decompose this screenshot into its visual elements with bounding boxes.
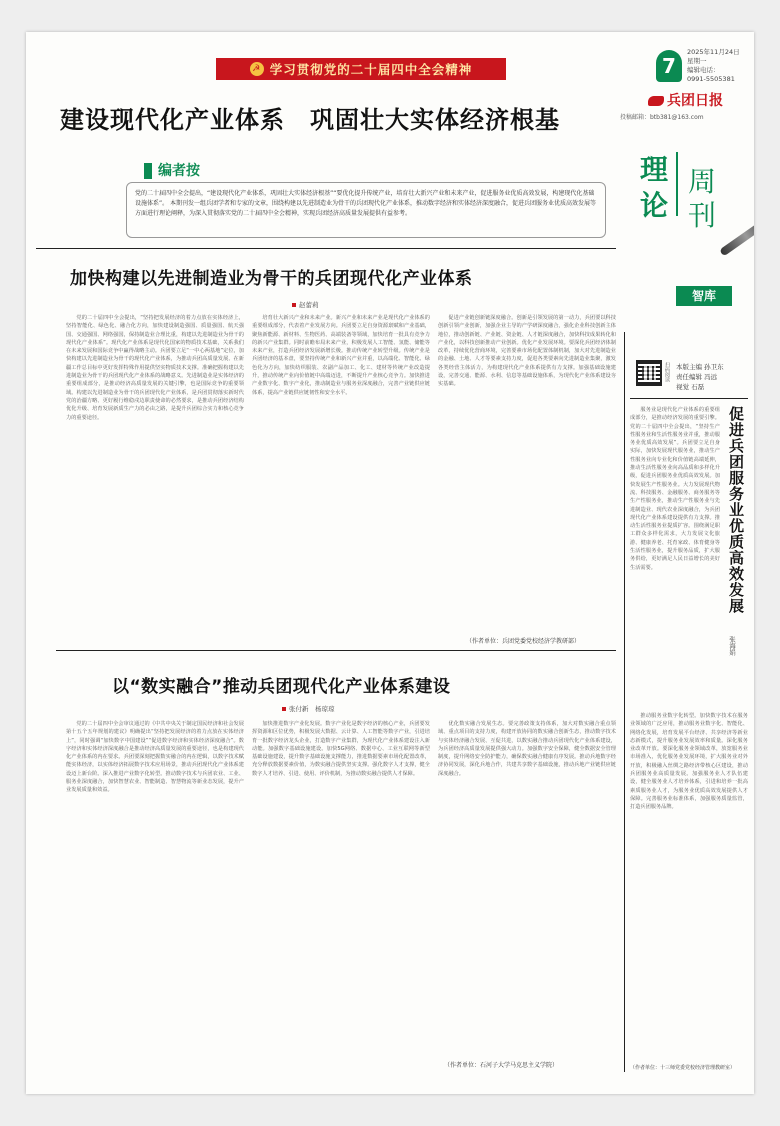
article3-col-2 [630,712,748,1058]
responsible-editor: 责任编辑 冯远 [676,373,718,381]
article1-paragraph-2: 培育壮大新兴产业和未来产业。新兴产业和未来产业是现代化产业体系的重要组成部分，代表着产业发展方向。兵团要立足自身资源禀赋和产业基础，聚焦新能源、新材料、生物医药、高端装备等领域，加快培育一批具有竞争力的新兴产业集群。同时前瞻布局未来产业，积极发展人工智能、氢能、储能等未来产业，打造兵团经济发展新增长极。推动传统产业转型升级。传统产业是兵团经济的基本盘，要坚持传统产业和新兴产业并重，以高端化、智能化、绿色化为方向，加快纺织服装、农副产品加工、化工、建材等传统产业改造提升，推动传统产业向价值链中高端迈进，不断提升产业核心竞争力。加快推进产业数字化、数字产业化，推动制造业与服务业深度融合，完善产业链供应链体系，提高产业链供应链韧性和安全水平。 [252,315,430,396]
article3-paragraph-2: 推动服务业数字化转型。加快数字技术在服务业领域的广泛应用，推动服务业数字化、智能化、网络化发展，培育发展平台经济、共享经济等新业态新模式，提升服务业发展效率和质量。深化服务业改革开放。要深化服务业领域改革，放宽服务业市场准入，优化服务业发展环境，扩大服务业对外开放，积极融入丝绸之路经济带核心区建设，推动兵团服务业高质量发展。加强服务业人才队伍建设，健全服务业人才培养体系，引进和培养一批高素质服务业人才，为服务业优质高效发展提供人才保障。完善服务业标准体系，加强服务质量监管，打造兵团服务品牌。 [630,713,748,811]
newspaper-page [26,32,754,1094]
date: 2025年11月24日 [687,48,740,56]
phone: 0991-5505381 [687,75,735,83]
article2-author: 张付新 杨琼琼 [289,705,335,713]
qr-code-icon[interactable] [636,360,662,386]
editors-block [676,362,724,392]
byline-dot-icon [292,303,296,307]
editor-note-title: 编者按 [158,163,200,179]
article1-col-3 [438,314,616,634]
divider [56,650,616,651]
article2-credit: （作者单位：石河子大学马克思主义学院） [444,1062,559,1069]
article1-byline [292,300,319,309]
article2-col-2 [252,720,430,1070]
paper-logo [648,90,723,110]
article2-byline [282,704,335,713]
brand-char-3: 周 [688,165,717,198]
article1-author: 赵蕾莉 [299,301,319,309]
article2-paragraph-3: 优化数实融合发展生态。要完善政策支持体系，加大对数实融合重点领域、重点项目的支持力度，构建开放协同的数实融合创新生态，推动数字技术与实体经济融合发展、互促共进，以数实融合推动兵团现代化产业体系建设，为兵团经济高质量发展提供强大动力。加强数字安全保障，健全数据安全管理制度，提升网络安全防护能力，确保数实融合健康有序发展。推动兵地数字经济协同发展，深化兵地合作，共建共享数字基础设施，推动兵地产业链供应链深度融合。 [438,721,616,777]
article2-paragraph-2: 加快推进数字产业化发展。数字产业化是数字经济的核心产业，兵团要发挥资源和区位优势，积极发展大数据、云计算、人工智能等数字产业，引进培育一批数字经济龙头企业，打造数字产业集群，为现代化产业体系建设注入新动能。加强数字基础设施建设。加快5G网络、数据中心、工业互联网等新型基础设施建设，提升数字基础设施支撑能力，推进数据要素市场化配置改革，充分释放数据要素价值，为数实融合提供坚实支撑。强化数字人才支撑，健全数字人才培养、引进、使用、评价机制，为推动数实融合提供人才保障。 [252,721,430,777]
weekday: 星期一 [687,57,707,65]
column-divider [624,332,625,1072]
main-headline: 建设现代化产业体系 巩固壮大实体经济根基 [60,106,560,134]
paper-name: 兵团日报 [667,93,723,109]
article2-title: 以“数实融合”推动兵团现代化产业体系建设 [112,677,451,697]
article3-paragraph-1: 服务业是现代化产业体系的重要组成部分，是推动经济发展的重要引擎。党的二十届四中全会提出，“坚持生产性服务业和生活性服务业并重，推动服务业优质高效发展”。兵团要立足自身实际，加快发展现代服务业，推动生产性服务业向专业化和价值链高端延伸，推动生活性服务业向高品质和多样化升级，促进兵团服务业优质高效发展。加快发展生产性服务业。大力发展现代物流、科技服务、金融服务、商务服务等生产性服务业，推动生产性服务业与先进制造业、现代农业深度融合，为兵团现代化产业体系建设提供有力支撑。推动生活性服务业提质扩容。围绕满足职工群众多样化需求，大力发展文化旅游、健康养老、托育家政、体育健身等生活性服务业，提升服务品质，扩大服务供给，更好满足人民日益增长的美好生活需要。 [630,407,720,571]
article1-col-2 [252,314,430,644]
divider [630,398,748,399]
article1-paragraph-3: 促进产业链创新链深度融合。创新是引领发展的第一动力，兵团要以科技创新引领产业创新，加强企业主导的产学研深度融合，强化企业科技创新主体地位，推动创新链、产业链、资金链、人才链深度融合，加快科技成果转化和产业化，以科技创新推动产业创新。优化产业发展环境。要深化兵团经济体制改革，持续优化营商环境，完善要素市场化配置体制机制，加大对先进制造业的金融、土地、人才等要素支持力度，促进各类要素向先进制造业集聚，激发各类经营主体活力，为构建现代化产业体系提供有力支撑。加强基础设施建设，完善交通、能源、水利、信息等基础设施体系，为现代化产业体系建设夯实基础。 [438,315,616,388]
article3-col-1 [630,406,720,706]
editor-note-box [126,182,606,238]
article2-paragraph-1: 党的二十届四中全会审议通过的《中共中央关于制定国民经济和社会发展第十五个五年规划的建议》明确提出“坚持把发展经济的着力点放在实体经济上”，同时强调“加快数字中国建设”“促进数字经济和实体经济深度融合”。数字经济和实体经济深度融合是推动经济高质量发展的重要途径，也是构建现代化产业体系的内在要求。兵团要深刻把握数实融合的内在逻辑，以数字技术赋能实体经济，以实体经济拓展数字技术应用场景，推动兵团现代化产业体系建设迈上新台阶。深入推进产业数字化转型。推动数字技术与兵团农业、工业、服务业深度融合，加快智慧农业、智能制造、智慧物流等新业态发展，提升产业发展质量和效益。 [66,721,244,794]
article1-paragraph-1: 党的二十届四中全会提出，“坚持把发展经济的着力点放在实体经济上，坚持智能化、绿色化、融合化方向，加快建设制造强国、质量强国、航天强国、交通强国、网络强国，保持制造业合理比重，构建以先进制造业为骨干的现代化产业体系”。现代化产业体系是现代化国家的物质技术基础，关系我们在未来发展和国际竞争中赢得战略主动。兵团要立足“一中心两基地”定位，加快构建以先进制造业为骨干的现代化产业体系，为推动兵团高质量发展、在新疆工作总目标中更好发挥特殊作用提供坚实物质技术支撑。准确把握构建以先进制造业为骨干的兵团现代化产业体系的战略意义。先进制造业是实体经济的重要组成部分，是推动经济高质量发展的关键引擎，也是国际竞争的重要领域。构建以先进制造业为骨干的兵团现代化产业体系，是兵团贯彻落实新时代党的治疆方略、更好履行维稳戍边职责使命的必然要求，是推动兵团经济结构优化升级、培育发展新质生产力的必由之路，是提升兵团综合实力和核心竞争力的重要途径。 [66,315,244,421]
brand-char-4: 刊 [688,199,717,232]
chief-editor: 本版主编 孙卫东 [676,363,724,371]
article3-credit: （作者单位：十三师党委党校经济管理教研室） [630,1065,736,1071]
visual-designer: 视觉 石磊 [676,383,705,391]
brand-divider [676,152,678,216]
article3-author: 张海娟 [728,636,736,656]
column-brand [638,144,748,254]
editor-note-text: 党的二十届四中全会提出，“建设现代化产业体系，巩固壮大实体经济根基”“要优化提升传统产业，培育壮大新兴产业和未来产业，促进服务业优质高效发展，构建现代化基础设施体系”。 本期刊发一组兵团学者和专家的文章，围绕构建以先进制造业为骨干的兵团现代化产业体系，推动数字经济和实体经济深度融合，促进兵团服务业优质高效发展等方面进行理论阐释，为深入贯彻落实党的二十届四中全会精神，实现兵团经济高质量发展提供有益参考。 [135,190,597,217]
note-marker-icon [144,163,152,179]
qr-label: 扫码阅读 [664,362,670,382]
byline-dot-icon [282,707,286,711]
editor-note-heading [144,160,200,180]
article1-title: 加快构建以先进制造业为骨干的兵团现代化产业体系 [70,269,473,289]
brand-char-1: 理 [640,153,669,186]
article1-credit: （作者单位：兵团党委党校经济学教研部） [466,638,581,645]
banner-text: 学习贯彻党的二十届四中全会精神 [269,62,473,77]
date-info [687,48,740,84]
section-tag: 智库 [676,286,732,306]
edition-phone-label: 编辑电话： [687,66,720,74]
submission-email: 投稿邮箱：btb381@163.com [620,114,704,121]
article1-col-1 [66,314,244,644]
party-emblem-icon: ☭ [250,62,264,76]
divider [36,248,616,249]
brand-char-2: 论 [640,189,669,222]
logo-mark-icon [648,96,664,106]
article2-col-3 [438,720,616,1055]
top-banner [216,58,506,80]
article2-col-1 [66,720,244,1070]
article3-title: 促进兵团服务业优质高效发展 [727,406,745,614]
page-number: 7 [656,50,682,82]
